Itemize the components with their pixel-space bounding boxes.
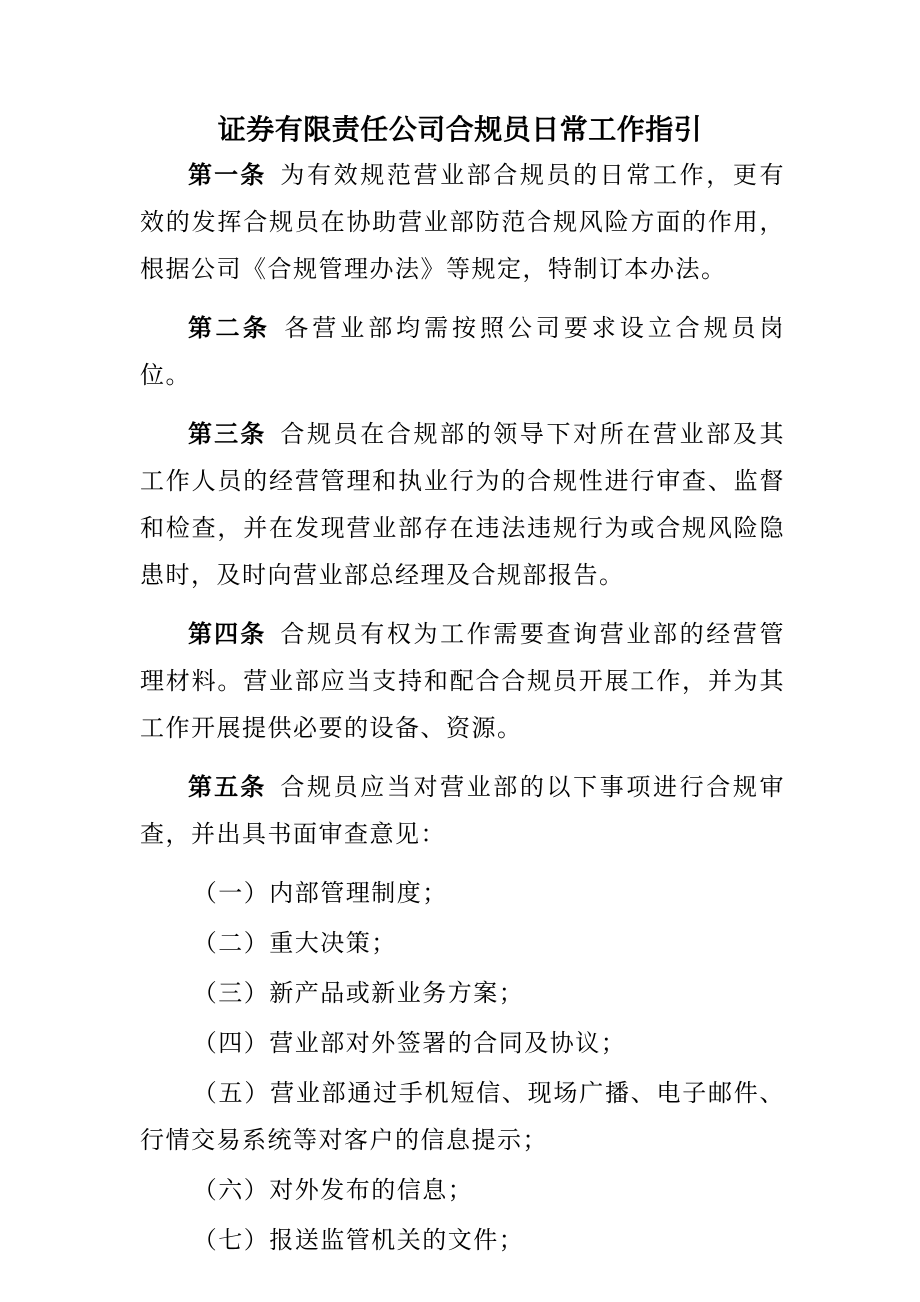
document-body <box>140 152 785 1264</box>
article-1 <box>140 152 785 293</box>
article-text: 合规员在合规部的领导下对所在营业部及其工作人员的经营管理和执业行为的合规性进行审查、监督和检查，并在发现营业部存在违法违规行为或合规风险隐患时，及时向营业部总经理及合规部报告。 <box>140 420 786 589</box>
list-item: （六）对外发布的信息； <box>192 1176 474 1204</box>
article-number: 第四条 <box>188 620 267 648</box>
article-number: 第三条 <box>188 420 267 448</box>
list-item: （七）报送监管机关的文件； <box>192 1226 525 1254</box>
article-text: 合规员应当对营业部的以下事项进行合规审查，并出具书面审查意见： <box>140 773 786 848</box>
article-2 <box>140 305 785 399</box>
list-item: （四）营业部对外签署的合同及协议； <box>192 1029 627 1057</box>
article-text: 合规员有权为工作需要查询营业部的经营管理材料。营业部应当支持和配合合规员开展工作，并为其工作开展提供必要的设备、资源。 <box>140 620 786 742</box>
article-number: 第二条 <box>188 314 271 342</box>
article-text: 为有效规范营业部合规员的日常工作，更有效的发挥合规员在协助营业部防范合规风险方面的作用，根据公司《合规管理办法》等规定，特制订本办法。 <box>140 161 786 283</box>
list-item: （二）重大决策； <box>192 929 397 957</box>
article-number: 第一条 <box>188 161 267 189</box>
article-3 <box>140 411 785 599</box>
list-item: （一）内部管理制度； <box>192 879 448 907</box>
document-title: 证券有限责任公司合规员日常工作指引 <box>217 113 703 146</box>
article-4 <box>140 611 785 752</box>
list-item: （五）营业部通过手机短信、现场广播、电子邮件、行情交易系统等对客户的信息提示； <box>140 1079 785 1154</box>
article-number: 第五条 <box>188 773 267 801</box>
list-item: （三）新产品或新业务方案； <box>192 979 525 1007</box>
article-5 <box>140 764 785 858</box>
article-text: 各营业部均需按照公司要求设立合规员岗位。 <box>140 314 786 389</box>
